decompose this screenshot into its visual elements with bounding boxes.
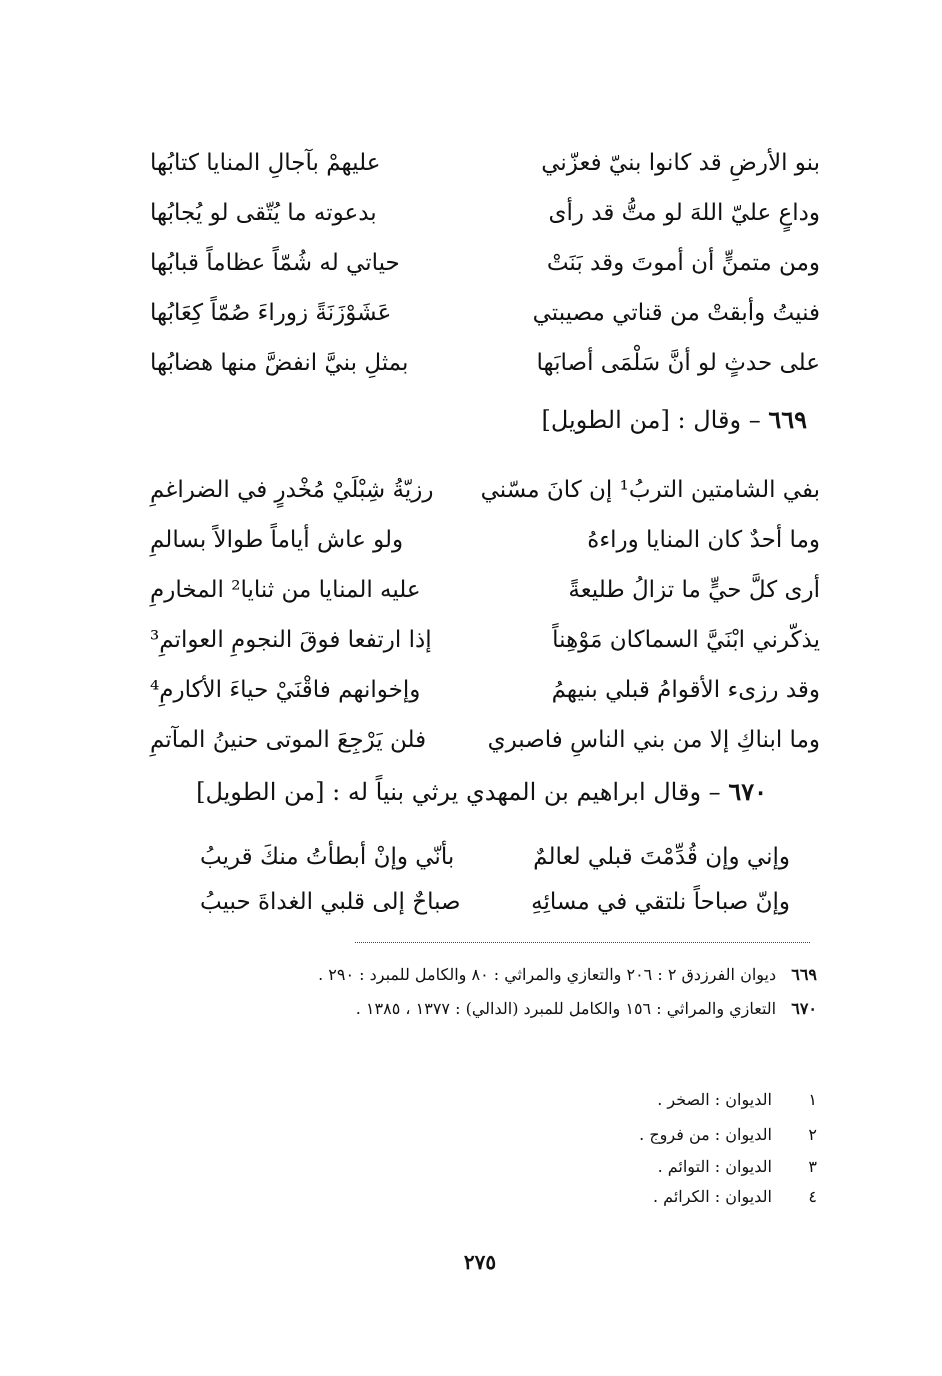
- verse-line: [150, 664, 820, 716]
- verse-second-hemistich: بمثلِ بنيَّ انفضَّ منها هضابُها: [150, 350, 409, 376]
- footnote: [653, 1182, 817, 1212]
- footnote-number: ١: [808, 1090, 817, 1109]
- verse-second-hemistich: عَشَوْزَنَةً زوراءَ صُمّاً كِعَابُها: [150, 300, 392, 326]
- source-note-670: [356, 996, 817, 1022]
- verse-first-hemistich: بفي الشامتين التربُ¹ إن كانَ مسّني: [480, 477, 820, 503]
- footnote: [657, 1085, 817, 1115]
- verse-second-hemistich: حياتي له شُمّاً عظاماً قبابُها: [150, 250, 400, 276]
- source-note-number: ٦٦٩: [791, 965, 817, 984]
- source-note-669: [318, 962, 817, 988]
- verse-first-hemistich: وما ابناكِ إلا من بني الناسِ فاصبري: [487, 727, 820, 753]
- verse-second-hemistich: ولو عاش أياماً طوالاً بسالمِ: [150, 527, 404, 553]
- verse-line: [150, 614, 820, 666]
- footnote-text: الديوان : من فروج .: [639, 1125, 772, 1144]
- verse-first-hemistich: أرى كلَّ حيٍّ ما تزالُ طليعةً: [568, 577, 820, 603]
- verse-first-hemistich: بنو الأرضِ قد كانوا بنيّ فعزّني: [541, 150, 820, 176]
- footnote-number: ٤: [808, 1187, 817, 1206]
- footnote: [639, 1120, 817, 1150]
- verse-first-hemistich: على حدثٍ لو أنَّ سَلْمَى أصابَها: [536, 350, 820, 376]
- verse-line: [150, 237, 820, 289]
- footnote-number: ٢: [808, 1125, 817, 1144]
- footnote-separator: [355, 942, 810, 943]
- source-note-text: التعازي والمراثي : ١٥٦ والكامل للمبرد (الدالي) : ١٣٧٧ ، ١٣٨٥ .: [355, 999, 777, 1018]
- verse-line: [150, 714, 820, 766]
- verse-second-hemistich: عليه المنايا من ثنايا² المخارمِ: [150, 577, 421, 603]
- verse-second-hemistich: وإخوانهم فاقْنَيْ حياءَ الأكارمِ⁴: [150, 677, 421, 703]
- verse-line: [150, 287, 820, 339]
- verse-second-hemistich: إذا ارتفعا فوقَ النجومِ العواتمِ³: [150, 627, 432, 653]
- section-title: – وقال : [من الطويل]: [541, 406, 761, 434]
- section-heading-669: [542, 400, 808, 440]
- source-note-number: ٦٧٠: [791, 999, 817, 1018]
- section-heading-670: [196, 772, 767, 812]
- source-note-text: ديوان الفرزدق ٢ : ٢٠٦ والتعازي والمراثي : ٨٠ والكامل للمبرد : ٢٩٠ .: [318, 965, 777, 984]
- verse-line: [150, 514, 820, 566]
- section-title: – وقال ابراهيم بن المهدي يرثي بنياً له : [من الطويل]: [196, 778, 721, 806]
- verse-second-hemistich: صباحٌ إلى قلبي الغداةَ حبيبُ: [200, 889, 461, 915]
- verse-line: [200, 876, 790, 928]
- verse-line: [150, 337, 820, 389]
- verse-line: [150, 564, 820, 616]
- section-number: ٦٧٠: [728, 777, 767, 806]
- verse-first-hemistich: وداعٍ عليّ اللهَ لو متُّ قد رأى: [548, 200, 820, 226]
- footnote-text: الديوان : التوائم .: [657, 1157, 772, 1176]
- footnote-text: الديوان : الكرائم .: [653, 1187, 772, 1206]
- verse-second-hemistich: فلن يَرْجِعَ الموتى حنينُ المآتمِ: [150, 727, 427, 753]
- verse-first-hemistich: فنيتُ وأبقتْ من قناتي مصيبتي: [532, 300, 820, 326]
- verse-first-hemistich: ومن متمنٍّ أن أموتَ وقد بَنَتْ: [546, 250, 820, 276]
- verse-first-hemistich: وإنّ صباحاً نلتقي في مسائِهِ: [531, 889, 790, 915]
- verse-first-hemistich: وقد رزىء الأقوامُ قبلي بنيهمُ: [551, 677, 820, 703]
- verse-first-hemistich: وإني وإن قُدِّمْتَ قبلي لعالمٌ: [533, 844, 790, 870]
- footnote: [658, 1152, 817, 1182]
- verse-second-hemistich: عليهمْ بآجالِ المنايا كتابُها: [150, 150, 381, 176]
- verse-second-hemistich: رزيّةُ شِبْلَيْ مُخْدرٍ في الضراغمِ: [150, 477, 434, 503]
- footnote-text: الديوان : الصخر .: [657, 1090, 772, 1109]
- verse-first-hemistich: يذكّرني ابْنَيَّ السماكان مَوْهِناً: [552, 627, 820, 653]
- verse-first-hemistich: وما أحدٌ كان المنايا وراءهُ: [587, 527, 820, 553]
- section-number: ٦٦٩: [768, 405, 807, 434]
- verse-line: [150, 137, 820, 189]
- verse-second-hemistich: بدعوته ما يُتّقى لو يُجابُها: [150, 200, 377, 226]
- verse-line: [150, 464, 820, 516]
- page-number: ٢٧٥: [463, 1250, 497, 1274]
- verse-line: [150, 187, 820, 239]
- footnote-number: ٣: [808, 1157, 817, 1176]
- verse-second-hemistich: بأنّي وإنْ أبطأتُ منكَ قريبُ: [200, 844, 455, 870]
